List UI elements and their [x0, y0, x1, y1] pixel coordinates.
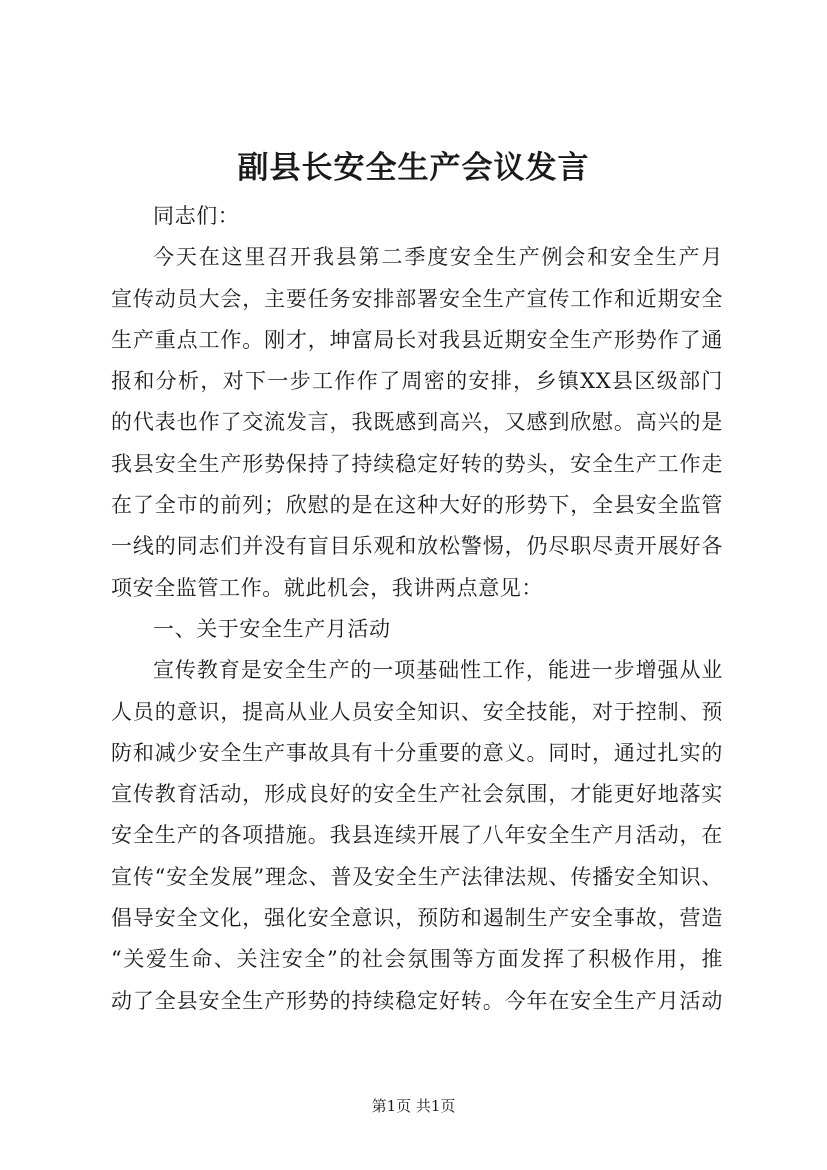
paragraph-line: 宣传教育活动，形成良好的安全生产社会氛围，才能更好地落实	[111, 782, 723, 807]
paragraph-line: 今天在这里召开我县第二季度安全生产例会和安全生产月	[153, 245, 723, 270]
paragraph-line: 生产重点工作。刚才，坤富局长对我县近期安全生产形势作了通	[111, 327, 723, 352]
document-title: 副县长安全生产会议发言	[237, 150, 590, 186]
document-body	[111, 196, 723, 1022]
paragraph-line: 安全生产的各项措施。我县连续开展了八年安全生产月活动，在	[111, 823, 723, 848]
paragraph-line: “关爱生命、关注安全”的社会氛围等方面发挥了积极作用，推	[111, 947, 723, 972]
paragraph-line: 报和分析，对下一步工作作了周密的安排，乡镇XX县区级部门	[111, 369, 723, 394]
paragraph-line: 宣传“安全发展”理念、普及安全生产法律法规、传播安全知识、	[111, 864, 723, 889]
paragraph-line: 一线的同志们并没有盲目乐观和放松警惕，仍尽职尽责开展好各	[111, 534, 723, 559]
paragraph-line: 在了全市的前列；欣慰的是在这种大好的形势下，全县安全监管	[111, 493, 723, 518]
paragraph-line: 宣传教育是安全生产的一项基础性工作，能进一步增强从业	[153, 658, 723, 683]
paragraph-line: 防和减少安全生产事故具有十分重要的意义。同时，通过扎实的	[111, 740, 723, 765]
section-heading: 一、关于安全生产月活动	[153, 616, 391, 641]
paragraph-line: 倡导安全文化，强化安全意识，预防和遏制生产安全事故，营造	[111, 906, 723, 931]
paragraph-line: 宣传动员大会，主要任务安排部署安全生产宣传工作和近期安全	[111, 286, 723, 311]
page-number-footer: 第1页 共1页	[371, 1097, 456, 1115]
paragraph-line: 人员的意识，提高从业人员安全知识、安全技能，对于控制、预	[111, 699, 723, 724]
paragraph-line: 项安全监管工作。就此机会，我讲两点意见：	[111, 575, 543, 600]
paragraph-line: 我县安全生产形势保持了持续稳定好转的势头，安全生产工作走	[111, 451, 723, 476]
paragraph-line: 动了全县安全生产形势的持续稳定好转。今年在安全生产月活动	[111, 988, 723, 1013]
paragraph-line: 的代表也作了交流发言，我既感到高兴，又感到欣慰。高兴的是	[111, 410, 723, 435]
salutation-line: 同志们：	[153, 204, 240, 228]
